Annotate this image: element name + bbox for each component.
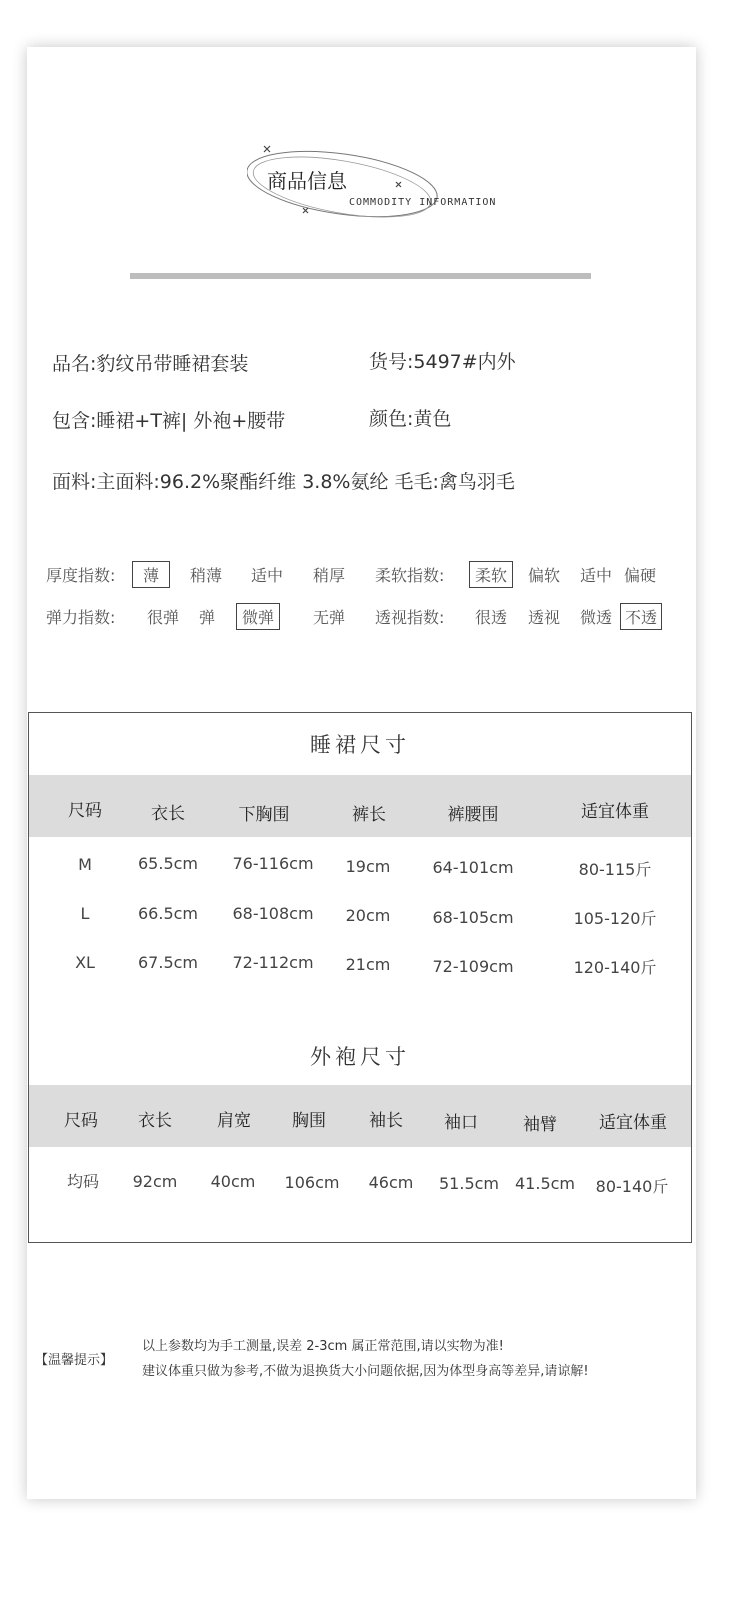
elasticity-option-very-elastic: 很弹 bbox=[147, 608, 180, 627]
fabric-value: 主面料:96.2%聚酯纤维 3.8%氨纶 毛毛:禽鸟羽毛 bbox=[96, 471, 515, 493]
cell-pants-length: 20cm bbox=[345, 906, 391, 925]
robe-header-row bbox=[29, 1085, 691, 1147]
softness-option-slightly-soft: 偏软 bbox=[528, 566, 561, 585]
transparency-option-see-through: 透视 bbox=[528, 608, 561, 627]
cell-underbust: 76-116cm bbox=[232, 854, 314, 873]
product-name-label: 品名: bbox=[52, 353, 97, 375]
elasticity-option-elastic: 弹 bbox=[199, 608, 216, 627]
sku-label: 货号: bbox=[369, 351, 414, 373]
softness-index-label: 柔软指数: bbox=[375, 566, 445, 585]
sku-value: 5497#内外 bbox=[413, 351, 516, 373]
cell-pants-length: 21cm bbox=[345, 955, 391, 974]
header-weight: 适宜体重 bbox=[581, 802, 649, 822]
header-pants-waist: 裤腰围 bbox=[447, 805, 499, 825]
nightdress-header-row bbox=[29, 775, 691, 837]
cell-weight: 80-115斤 bbox=[578, 860, 652, 879]
softness-option-soft: 柔软 bbox=[469, 561, 513, 588]
cell-cuff: 51.5cm bbox=[438, 1174, 500, 1193]
sku-row bbox=[369, 347, 516, 374]
cell-length: 65.5cm bbox=[137, 854, 199, 873]
transparency-option-very: 很透 bbox=[475, 608, 508, 627]
cell-size: M bbox=[78, 855, 92, 874]
nightdress-size-table bbox=[28, 712, 692, 1026]
cell-upper-arm: 41.5cm bbox=[514, 1174, 576, 1193]
cell-pants-waist: 68-105cm bbox=[432, 908, 514, 927]
section-title: 商品信息 bbox=[267, 169, 347, 193]
header-cuff: 袖口 bbox=[444, 1113, 478, 1133]
header-size: 尺码 bbox=[64, 1111, 98, 1131]
cell-size: L bbox=[80, 904, 90, 923]
cell-size: XL bbox=[75, 953, 95, 972]
color-label: 颜色: bbox=[369, 408, 414, 430]
cell-underbust: 72-112cm bbox=[232, 953, 314, 972]
cell-weight: 105-120斤 bbox=[573, 909, 657, 928]
product-info-card bbox=[27, 47, 696, 1499]
elasticity-index-label: 弹力指数: bbox=[46, 608, 116, 627]
header-shoulder: 肩宽 bbox=[217, 1111, 251, 1131]
includes-row bbox=[52, 406, 285, 433]
cell-length: 67.5cm bbox=[137, 953, 199, 972]
header-weight: 适宜体重 bbox=[599, 1113, 667, 1133]
cell-weight: 80-140斤 bbox=[595, 1177, 669, 1196]
transparency-index-label: 透视指数: bbox=[375, 608, 445, 627]
cell-length: 66.5cm bbox=[137, 904, 199, 923]
cell-sleeve-length: 46cm bbox=[368, 1173, 414, 1192]
tips-line-2: 建议体重只做为参考,不做为退换货大小问题依据,因为体型身高等差异,请谅解! bbox=[142, 1364, 589, 1379]
includes-label: 包含: bbox=[52, 410, 97, 432]
includes-value: 睡裙+T裤| 外袍+腰带 bbox=[96, 410, 286, 432]
header-underbust: 下胸围 bbox=[238, 805, 290, 825]
product-name-value: 豹纹吊带睡裙套装 bbox=[96, 353, 249, 375]
header-chest: 胸围 bbox=[292, 1111, 326, 1131]
transparency-option-opaque: 不透 bbox=[620, 603, 662, 630]
cell-pants-length: 19cm bbox=[345, 857, 391, 876]
header-pants-length: 裤长 bbox=[352, 805, 386, 825]
section-subtitle: COMMODITY INFORMATION bbox=[349, 197, 497, 208]
elasticity-option-none: 无弹 bbox=[313, 608, 346, 627]
product-name-row bbox=[52, 349, 248, 376]
tips-label: 【温馨提示】 bbox=[35, 1353, 114, 1368]
robe-size-title: 外袍尺寸 bbox=[310, 1045, 410, 1069]
header-size: 尺码 bbox=[68, 801, 102, 821]
tips-line-1: 以上参数均为手工测量,误差 2-3cm 属正常范围,请以实物为准! bbox=[142, 1339, 504, 1354]
thickness-option-medium: 适中 bbox=[251, 566, 284, 585]
nightdress-size-title: 睡裙尺寸 bbox=[310, 733, 410, 757]
transparency-option-slight: 微透 bbox=[580, 608, 613, 627]
cell-size: 均码 bbox=[66, 1172, 100, 1191]
color-row bbox=[369, 404, 451, 431]
header-sleeve-length: 袖长 bbox=[369, 1111, 403, 1131]
fabric-label: 面料: bbox=[52, 471, 97, 493]
robe-size-table bbox=[28, 1024, 692, 1243]
header-upper-arm: 袖臂 bbox=[523, 1115, 557, 1135]
softness-option-slightly-hard: 偏硬 bbox=[624, 566, 657, 585]
thickness-option-slightly-thick: 稍厚 bbox=[313, 566, 346, 585]
cell-pants-waist: 72-109cm bbox=[432, 957, 514, 976]
cell-length: 92cm bbox=[132, 1172, 178, 1191]
elasticity-option-slight: 微弹 bbox=[236, 603, 280, 630]
softness-option-medium: 适中 bbox=[580, 566, 613, 585]
cell-pants-waist: 64-101cm bbox=[432, 858, 514, 877]
cell-underbust: 68-108cm bbox=[232, 904, 314, 923]
fabric-row bbox=[52, 467, 515, 494]
divider-bar bbox=[130, 273, 591, 279]
cell-chest: 106cm bbox=[284, 1173, 340, 1192]
thickness-option-thin: 薄 bbox=[132, 561, 170, 588]
cell-weight: 120-140斤 bbox=[573, 958, 657, 977]
cell-shoulder: 40cm bbox=[210, 1172, 256, 1191]
header-length: 衣长 bbox=[151, 804, 185, 824]
thickness-index-label: 厚度指数: bbox=[46, 566, 116, 585]
color-value: 黄色 bbox=[413, 408, 452, 430]
thickness-option-slightly-thin: 稍薄 bbox=[190, 566, 223, 585]
header-length: 衣长 bbox=[138, 1111, 172, 1131]
